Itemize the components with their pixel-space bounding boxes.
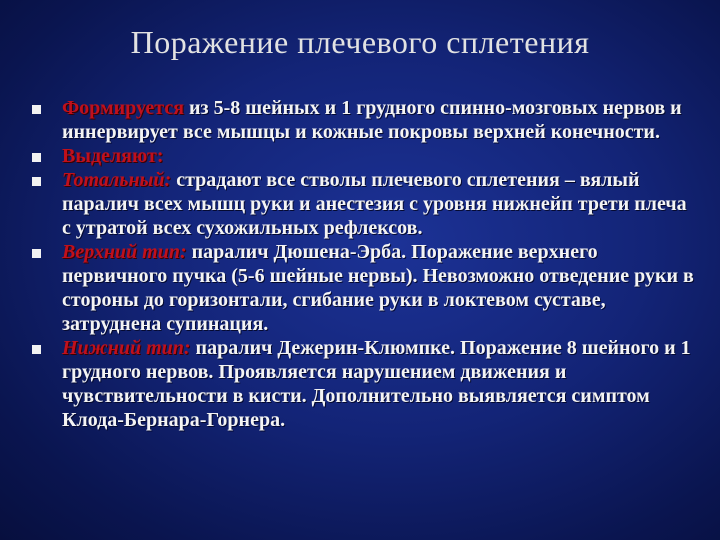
list-item [28, 144, 700, 168]
item-term: Выделяют: [62, 145, 164, 167]
square-bullet-icon [32, 345, 41, 354]
slide-title: Поражение плечевого сплетения [130, 24, 590, 60]
square-bullet-icon [32, 249, 41, 258]
item-text: страдают все стволы плечевого сплетения – вялый паралич всех мышц руки и анестезия с уровня нижнейп трети плеча с утратой всех сухожильных рефлексов. [62, 169, 687, 239]
item-term: Формируется [62, 97, 185, 119]
list-item [28, 336, 700, 432]
list-item [28, 168, 700, 240]
square-bullet-icon [32, 153, 41, 162]
square-bullet-icon [32, 177, 41, 186]
item-text: паралич Дежерин-Клюмпке. Поражение 8 шейного и 1 грудного нервов. Проявляется нарушением движения и чувствительности в кисти. Дополнительно выявляется симптом Клода-Бернара-Горнера. [62, 337, 691, 431]
square-bullet-icon [32, 105, 41, 114]
item-term: Нижний тип: [62, 337, 191, 359]
item-term: Верхний тип: [62, 241, 187, 263]
item-text: паралич Дюшена-Эрба. Поражение верхнего первичного пучка (5-6 шейные нервы). Невозможно отведение руки в стороны до горизонтали, сгибание руки в локтевом суставе, затруднена супинация. [62, 241, 694, 335]
item-text: из 5-8 шейных и 1 грудного спинно-мозговых нервов и иннервирует все мышцы и кожные покровы верхней конечности. [62, 97, 682, 143]
list-item [28, 240, 700, 336]
list-item [28, 96, 700, 144]
item-term: Тотальный: [62, 169, 172, 191]
bullet-list [28, 96, 700, 432]
